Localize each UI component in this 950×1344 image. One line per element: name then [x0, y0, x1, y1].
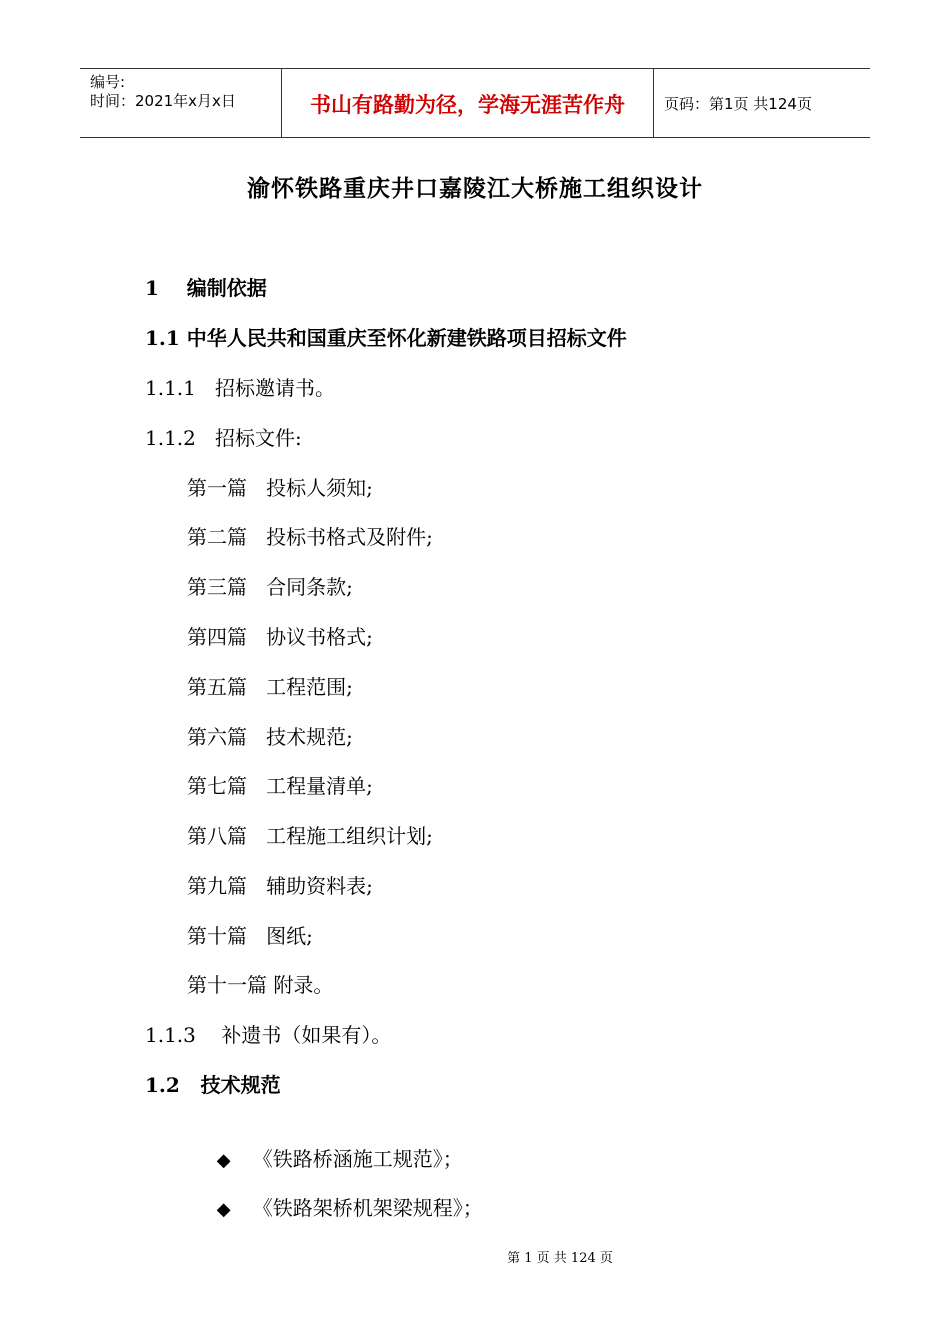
header-time-label: 时间：2021年x月x日: [90, 92, 236, 110]
section-1-1-2: 1.1.2 招标文件:: [145, 426, 302, 450]
chapter-item: 第七篇 工程量清单;: [187, 774, 373, 798]
page-header: [80, 68, 870, 138]
page-footer: 第 1 页 共 124 页: [507, 1251, 613, 1266]
chapter-item: 第五篇 工程范围;: [187, 675, 353, 699]
section-1-2-heading: 1.2 技术规范: [145, 1073, 281, 1097]
chapter-item: 第九篇 辅助资料表;: [187, 874, 373, 898]
diamond-bullet-icon: ◆: [216, 1150, 231, 1171]
chapter-item: 第四篇 协议书格式;: [187, 625, 373, 649]
chapter-item: 第十一篇 附录。: [187, 973, 334, 997]
header-number-label: 编号:: [90, 73, 126, 91]
header-page-info: 页码：第1页 共124页: [664, 94, 812, 113]
chapter-item: 第一篇 投标人须知;: [187, 476, 373, 500]
spec-list-item: [204, 1119, 463, 1172]
spec-item-text: 《铁路桥涵施工规范》；: [252, 1147, 463, 1171]
header-motto: 书山有路勤为径，学海无涯苦作舟: [281, 69, 654, 137]
section-1-1-1: 1.1.1 招标邀请书。: [145, 376, 335, 400]
chapter-item: 第二篇 投标书格式及附件;: [187, 525, 433, 549]
diamond-bullet-icon: ◆: [216, 1199, 231, 1220]
spec-list-item: [204, 1168, 483, 1221]
spec-item-text: 《铁路架桥机架梁规程》；: [252, 1196, 483, 1220]
section-1-1-heading: 1.1 中华人民共和国重庆至怀化新建铁路项目招标文件: [145, 326, 627, 350]
section-1-1-3: 1.1.3 补遗书（如果有）。: [145, 1023, 392, 1047]
document-title: 渝怀铁路重庆井口嘉陵江大桥施工组织设计: [247, 175, 703, 202]
header-left-cell: [80, 69, 281, 137]
chapter-item: 第八篇 工程施工组织计划;: [187, 824, 433, 848]
section-1-heading: 1 编制依据: [145, 276, 267, 300]
chapter-item: 第六篇 技术规范;: [187, 725, 353, 749]
chapter-item: 第十篇 图纸;: [187, 924, 313, 948]
chapter-item: 第三篇 合同条款;: [187, 575, 353, 599]
